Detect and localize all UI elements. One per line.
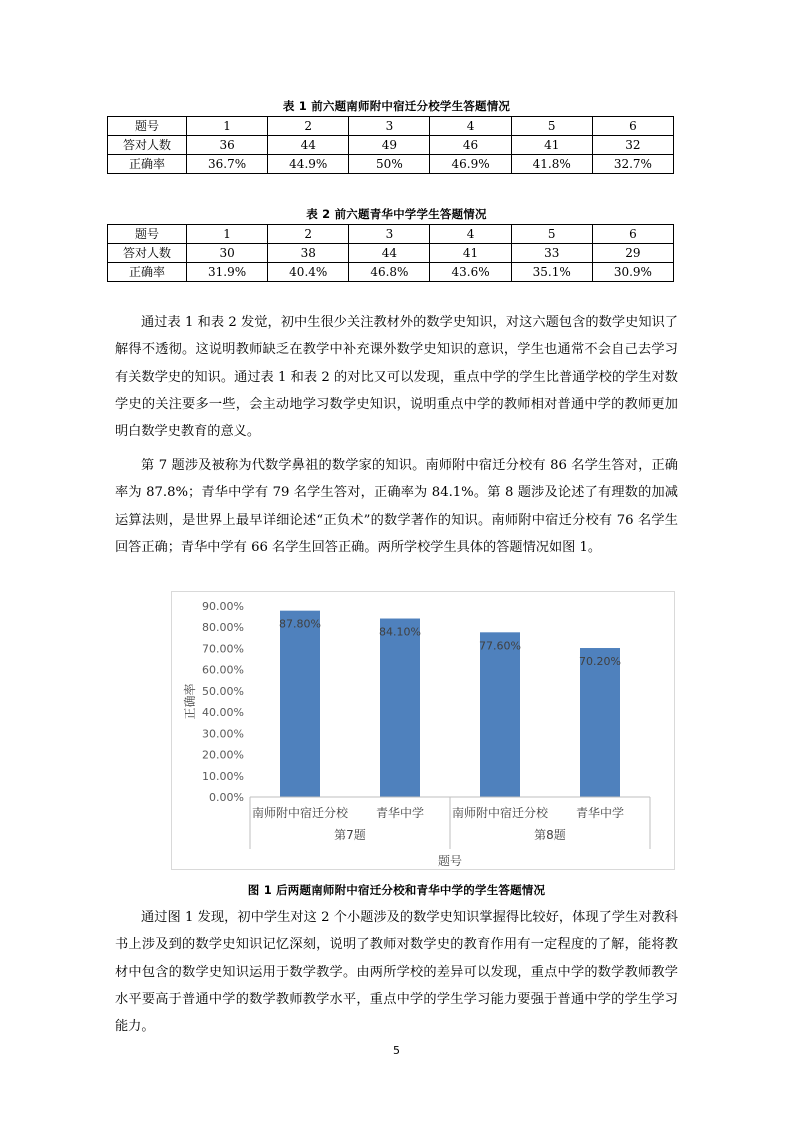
x-tick-label: 南师附中宿迁分校	[451, 806, 549, 820]
table-cell: 41	[430, 244, 511, 263]
x-tick-label: 青华中学	[575, 806, 625, 820]
table-cell: 4	[430, 117, 511, 136]
table-cell: 36	[187, 136, 268, 155]
row-header-cell: 正确率	[108, 155, 187, 174]
bar	[580, 648, 620, 797]
table1-caption: 表 1 前六题南师附中宿迁分校学生答题情况	[282, 99, 511, 113]
table-cell: 44	[268, 136, 349, 155]
y-tick-label: 0.00%	[209, 791, 244, 804]
data-label: 77.60%	[479, 639, 521, 653]
paragraph-3: 通过图 1 发现，初中学生对这 2 个小题涉及的数学史知识掌握得比较好，体现了学生对教科书上涉及到的数学史知识记忆深刻，说明了教师对数学史的教育作用有一定程度的了解，能将教材中包含的数学史知识运用于数学教学。由两所学校的差异可以发现，重点中学的数学教师教学水平要高于普通中学的数学教师教学水平，重点中学的学生学习能力要强于普通中学的学生学习能力。	[115, 910, 678, 1035]
y-tick-label: 80.00%	[202, 621, 244, 635]
row-header-cell: 题号	[108, 117, 187, 136]
y-tick-label: 40.00%	[202, 706, 244, 720]
table-cell: 2	[268, 117, 349, 136]
table-cell: 44	[349, 244, 430, 263]
table-cell: 2	[268, 225, 349, 244]
y-tick-label: 10.00%	[202, 769, 244, 783]
bar-chart	[171, 591, 675, 870]
bar	[280, 611, 320, 797]
table-cell: 49	[349, 136, 430, 155]
table-row	[108, 117, 674, 136]
row-header-cell: 题号	[108, 225, 187, 244]
paragraph-1: 通过表 1 和表 2 发觉，初中生很少关注教材外的数学史知识，对这六题包含的数学史知识了解得不透彻。这说明教师缺乏在教学中补充课外数学史知识的意识，学生也通常不会自己去学习有关数学史的知识。通过表 1 和表 2 的对比又可以发现，重点中学的学生比普通学校的学生对数学史的关注要多一些，会主动地学习数学史知识，说明重点中学的教师相对普通中学的教师更加明白数学史教育的意义。	[115, 315, 678, 440]
table1	[107, 116, 674, 174]
table-cell: 30	[187, 244, 268, 263]
table-cell: 1	[187, 117, 268, 136]
row-header-cell: 答对人数	[108, 136, 187, 155]
table-row	[108, 155, 674, 174]
y-tick-label: 70.00%	[202, 642, 244, 656]
bar	[380, 619, 420, 797]
table-cell: 46.9%	[430, 155, 511, 174]
y-axis-label: 正确率	[183, 683, 197, 720]
bar	[480, 632, 520, 797]
y-tick-label: 90.00%	[202, 600, 244, 613]
x-group-label: 第8题	[534, 828, 566, 842]
table-cell: 44.9%	[268, 155, 349, 174]
table-cell: 33	[511, 244, 592, 263]
paragraph-2: 第 7 题涉及被称为代数学鼻祖的数学家的知识。南师附中宿迁分校有 86 名学生答对，正确率为 87.8%；青华中学有 79 名学生答对，正确率为 84.1%。第 8 题涉及论述了有理数的加减运算法则，是世界上最早详细论述“正负术”的数学著作的知识。南师附中宿迁分校有 76 名学生回答正确；青华中学有 66 名学生回答正确。两所学校学生具体的答题情况如图 1。	[115, 458, 678, 555]
table-cell: 31.9%	[187, 263, 268, 282]
x-tick-label: 青华中学	[375, 806, 425, 820]
data-label: 84.10%	[379, 625, 421, 639]
row-header-cell: 答对人数	[108, 244, 187, 263]
bar-chart-svg	[172, 592, 676, 871]
table-cell: 30.9%	[592, 263, 673, 282]
table-cell: 40.4%	[268, 263, 349, 282]
table-cell: 6	[592, 117, 673, 136]
y-tick-label: 50.00%	[202, 684, 244, 698]
table-cell: 46.8%	[349, 263, 430, 282]
table-cell: 50%	[349, 155, 430, 174]
table2-caption: 表 2 前六题青华中学学生答题情况	[306, 207, 487, 221]
table-cell: 32	[592, 136, 673, 155]
y-tick-label: 20.00%	[202, 748, 244, 762]
table-row	[108, 244, 674, 263]
table-cell: 38	[268, 244, 349, 263]
table-cell: 32.7%	[592, 155, 673, 174]
table-cell: 3	[349, 225, 430, 244]
table-cell: 41	[511, 136, 592, 155]
table-row	[108, 136, 674, 155]
table-cell: 5	[511, 225, 592, 244]
table-cell: 1	[187, 225, 268, 244]
table-row	[108, 263, 674, 282]
table-cell: 29	[592, 244, 673, 263]
page-number: 5	[393, 1044, 400, 1057]
table2	[107, 224, 674, 282]
figure-caption: 图 1 后两题南师附中宿迁分校和青华中学的学生答题情况	[247, 883, 546, 897]
table-cell: 4	[430, 225, 511, 244]
x-tick-label: 南师附中宿迁分校	[251, 806, 349, 820]
table-row	[108, 225, 674, 244]
table-cell: 6	[592, 225, 673, 244]
table-cell: 43.6%	[430, 263, 511, 282]
table-cell: 46	[430, 136, 511, 155]
data-label: 70.20%	[579, 655, 621, 669]
table-cell: 36.7%	[187, 155, 268, 174]
table-cell: 5	[511, 117, 592, 136]
x-axis-label: 题号	[437, 854, 463, 868]
row-header-cell: 正确率	[108, 263, 187, 282]
table-cell: 3	[349, 117, 430, 136]
y-tick-label: 60.00%	[202, 663, 244, 677]
x-group-label: 第7题	[334, 828, 366, 842]
table-cell: 35.1%	[511, 263, 592, 282]
data-label: 87.80%	[279, 617, 321, 631]
y-tick-label: 30.00%	[202, 727, 244, 741]
table-cell: 41.8%	[511, 155, 592, 174]
